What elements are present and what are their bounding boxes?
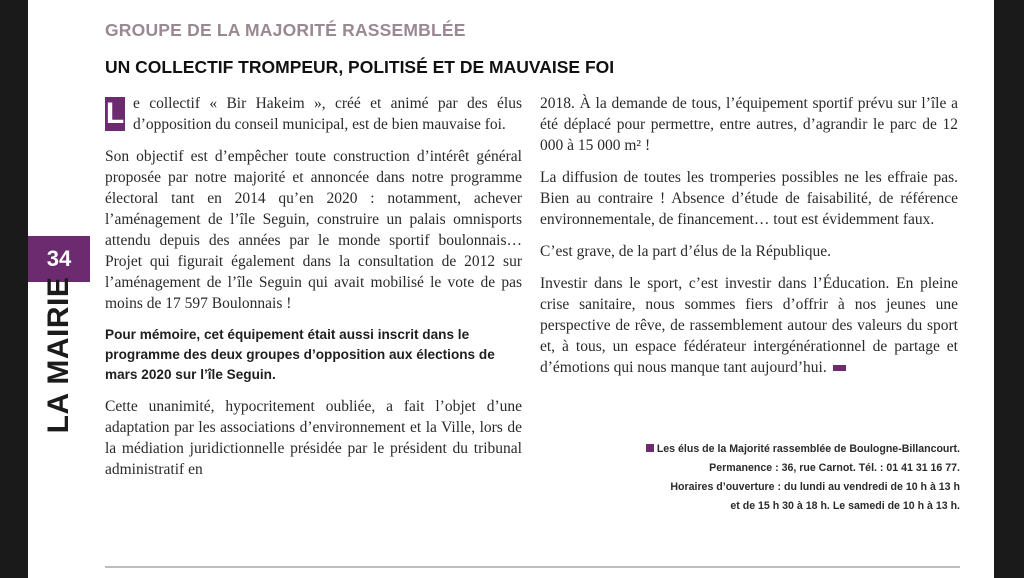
page-number: 34 — [46, 246, 72, 271]
group-title: GROUPE DE LA MAJORITÉ RASSEMBLÉE — [105, 20, 466, 40]
signature-block — [620, 440, 960, 516]
paragraph-objective: Son objectif est d’empêcher toute construction d’intérêt général proposée par notre majorité et annoncée dans notre programme électoral tant en 2014 qu’en 2020 : notamment, achever l’aménagement de l’île Seguin, construire un palais omnisports attendu depuis des années par le monde sportif boulonnais… Projet qui figurait également dans la consultation de 2012 sur l’aménagement de l’île Seguin qui avait mobilisé le vote de pas moins de 17 597 Boulonnais ! — [105, 148, 522, 312]
drop-cap: L — [105, 97, 125, 130]
section-label: LA MAIRIE — [42, 276, 75, 434]
paragraph-intro-text: e collectif « Bir Hakeim », créé et animé par des élus d’opposition du conseil municipal, est de bien mauvaise foi. — [133, 95, 522, 133]
permanence-line: Permanence : 36, rue Carnot. Tél. : 01 41 31 16 77. — [709, 462, 960, 474]
end-mark-icon — [833, 365, 846, 371]
paragraph-reminder: Pour mémoire, cet équipement était aussi inscrit dans le programme des deux groupes d’opposition aux élections de mars 2020 sur l’île Seguin. — [105, 327, 495, 382]
paragraph-unanimity: Cette unanimité, hypocritement oubliée, a fait l’objet d’une adaptation par les associations d’environnement et la Ville, lors de la médiation juridictionnelle présidée par le président du tribunal administratif en — [105, 398, 522, 478]
paragraph-diffusion: La diffusion de toutes les tromperies possibles ne les effraie pas. Bien au contraire ! Absence d’étude de faisabilité, de référence environnementale, de financement… tout est évidemment faux. — [540, 169, 958, 228]
paragraph-intro — [105, 93, 522, 135]
hours-line: Horaires d’ouverture : du lundi au vendredi de 10 h à 13 h — [670, 481, 960, 493]
left-column — [105, 93, 522, 491]
paragraph-grave: C’est grave, de la part d’élus de la République. — [540, 243, 831, 260]
paragraph-2018: 2018. À la demande de tous, l’équipement sportif prévu sur l’île a été déplacé pour permettre, entre autres, d’agrandir le parc de 12 000 à 15 000 m² ! — [540, 95, 958, 154]
bottom-divider — [105, 566, 960, 568]
paragraph-invest — [540, 273, 958, 378]
signature-line: Les élus de la Majorité rassemblée de Boulogne-Billancourt. — [620, 440, 960, 459]
paragraph-invest-text: Investir dans le sport, c’est investir dans l’Éducation. En pleine crise sanitaire, nous sommes fiers d’offrir à nos jeunes une perspective de rêve, de rassemblement autour des valeurs du sport et, à tous, un espace fédérateur intergénérationnel de partage et d’émotions qui nous manque tant aujourd’hui. — [540, 275, 958, 376]
right-column — [540, 93, 958, 389]
article-headline: UN COLLECTIF TROMPEUR, POLITISÉ ET DE MAUVAISE FOI — [105, 57, 615, 77]
page-number-tab — [28, 236, 90, 282]
square-bullet-icon — [646, 444, 654, 452]
hours-line-2: et de 15 h 30 à 18 h. Le samedi de 10 h à 13 h. — [730, 500, 960, 512]
